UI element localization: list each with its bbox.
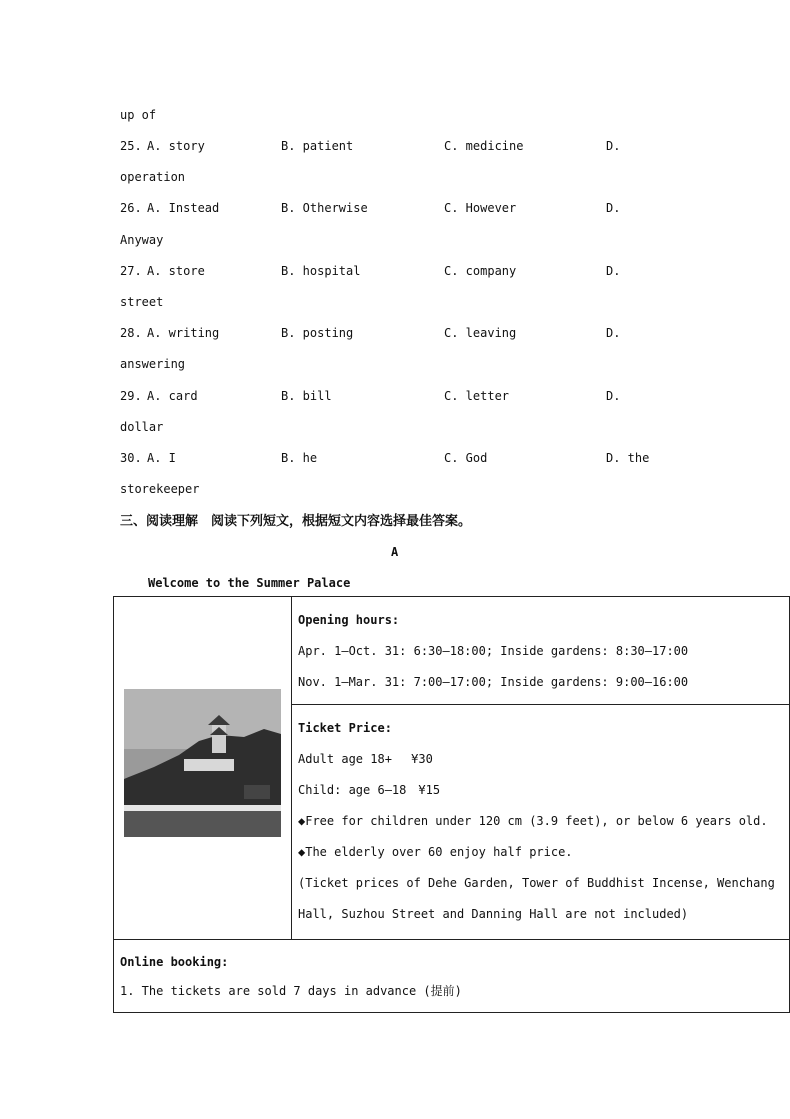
option-a: A. I bbox=[147, 451, 176, 465]
option-b: B. Otherwise bbox=[281, 201, 368, 215]
option-b: B. patient bbox=[281, 139, 354, 153]
option-c: C. leaving bbox=[444, 326, 517, 340]
ticket-adult: Adult age 18+ ¥30 bbox=[298, 752, 433, 766]
ticket-child: Child: age 6—18 ¥15 bbox=[298, 783, 441, 797]
option-c: C. letter bbox=[444, 389, 510, 403]
ticket-exclusion-note-2: Hall, Suzhou Street and Danning Hall are not included) bbox=[298, 907, 689, 921]
option-d-wrap: storekeeper bbox=[120, 482, 200, 496]
option-b: B. bill bbox=[281, 389, 332, 403]
option-b: B. posting bbox=[281, 326, 354, 340]
question-number: 25. bbox=[120, 139, 142, 153]
summer-palace-image-icon bbox=[124, 689, 281, 837]
passage-label: A bbox=[391, 545, 399, 559]
option-c: C. However bbox=[444, 201, 517, 215]
online-booking-label: Online booking: bbox=[120, 955, 229, 969]
option-d-wrap: answering bbox=[120, 357, 186, 371]
option-a: A. story bbox=[147, 139, 205, 153]
option-d-wrap: Anyway bbox=[120, 233, 164, 247]
question-number: 29. bbox=[120, 389, 142, 403]
question-number: 28. bbox=[120, 326, 142, 340]
opening-hours-cell bbox=[292, 597, 790, 705]
question-number: 30. bbox=[120, 451, 142, 465]
option-c: C. company bbox=[444, 264, 517, 278]
ticket-free-note: ◆Free for children under 120 cm (3.9 feet), or below 6 years old. bbox=[298, 814, 768, 828]
option-a: A. Instead bbox=[147, 201, 220, 215]
passage-title: Welcome to the Summer Palace bbox=[148, 576, 351, 590]
question-number: 26. bbox=[120, 201, 142, 215]
online-booking-line: 1. The tickets are sold 7 days in advance (提前) bbox=[120, 984, 462, 998]
option-c: C. medicine bbox=[444, 139, 524, 153]
option-d: D. bbox=[606, 139, 621, 153]
online-booking-cell bbox=[114, 940, 790, 1013]
ticket-price-cell bbox=[292, 705, 790, 940]
option-d-wrap: dollar bbox=[120, 420, 164, 434]
option-a: A. card bbox=[147, 389, 198, 403]
info-table bbox=[113, 596, 790, 1013]
option-d: D. bbox=[606, 264, 621, 278]
option-d-wrap: operation bbox=[120, 170, 186, 184]
option-b: B. hospital bbox=[281, 264, 361, 278]
ticket-price-label: Ticket Price: bbox=[298, 721, 392, 735]
section-heading: 三、阅读理解 阅读下列短文，根据短文内容选择最佳答案。 bbox=[120, 514, 472, 529]
option-c: C. God bbox=[444, 451, 488, 465]
ticket-elderly-note: ◆The elderly over 60 enjoy half price. bbox=[298, 845, 573, 859]
option-d: D. the bbox=[606, 451, 650, 465]
opening-hours-winter: Nov. 1—Mar. 31: 7:00—17:00; Inside gardens: 9:00—16:00 bbox=[298, 675, 689, 689]
option-d: D. bbox=[606, 326, 621, 340]
opening-hours-label: Opening hours: bbox=[298, 613, 400, 627]
option-a: A. writing bbox=[147, 326, 220, 340]
summer-palace-photo bbox=[124, 689, 281, 837]
option-b: B. he bbox=[281, 451, 318, 465]
photo-cell bbox=[114, 597, 292, 940]
option-d-wrap: street bbox=[120, 295, 164, 309]
opening-hours-summer: Apr. 1—Oct. 31: 6:30—18:00; Inside gardens: 8:30—17:00 bbox=[298, 644, 689, 658]
question-number: 27. bbox=[120, 264, 142, 278]
ticket-exclusion-note-1: (Ticket prices of Dehe Garden, Tower of Buddhist Incense, Wenchang bbox=[298, 876, 775, 890]
option-d: D. bbox=[606, 389, 621, 403]
continuation-text: up of bbox=[120, 108, 157, 122]
option-a: A. store bbox=[147, 264, 205, 278]
option-d: D. bbox=[606, 201, 621, 215]
